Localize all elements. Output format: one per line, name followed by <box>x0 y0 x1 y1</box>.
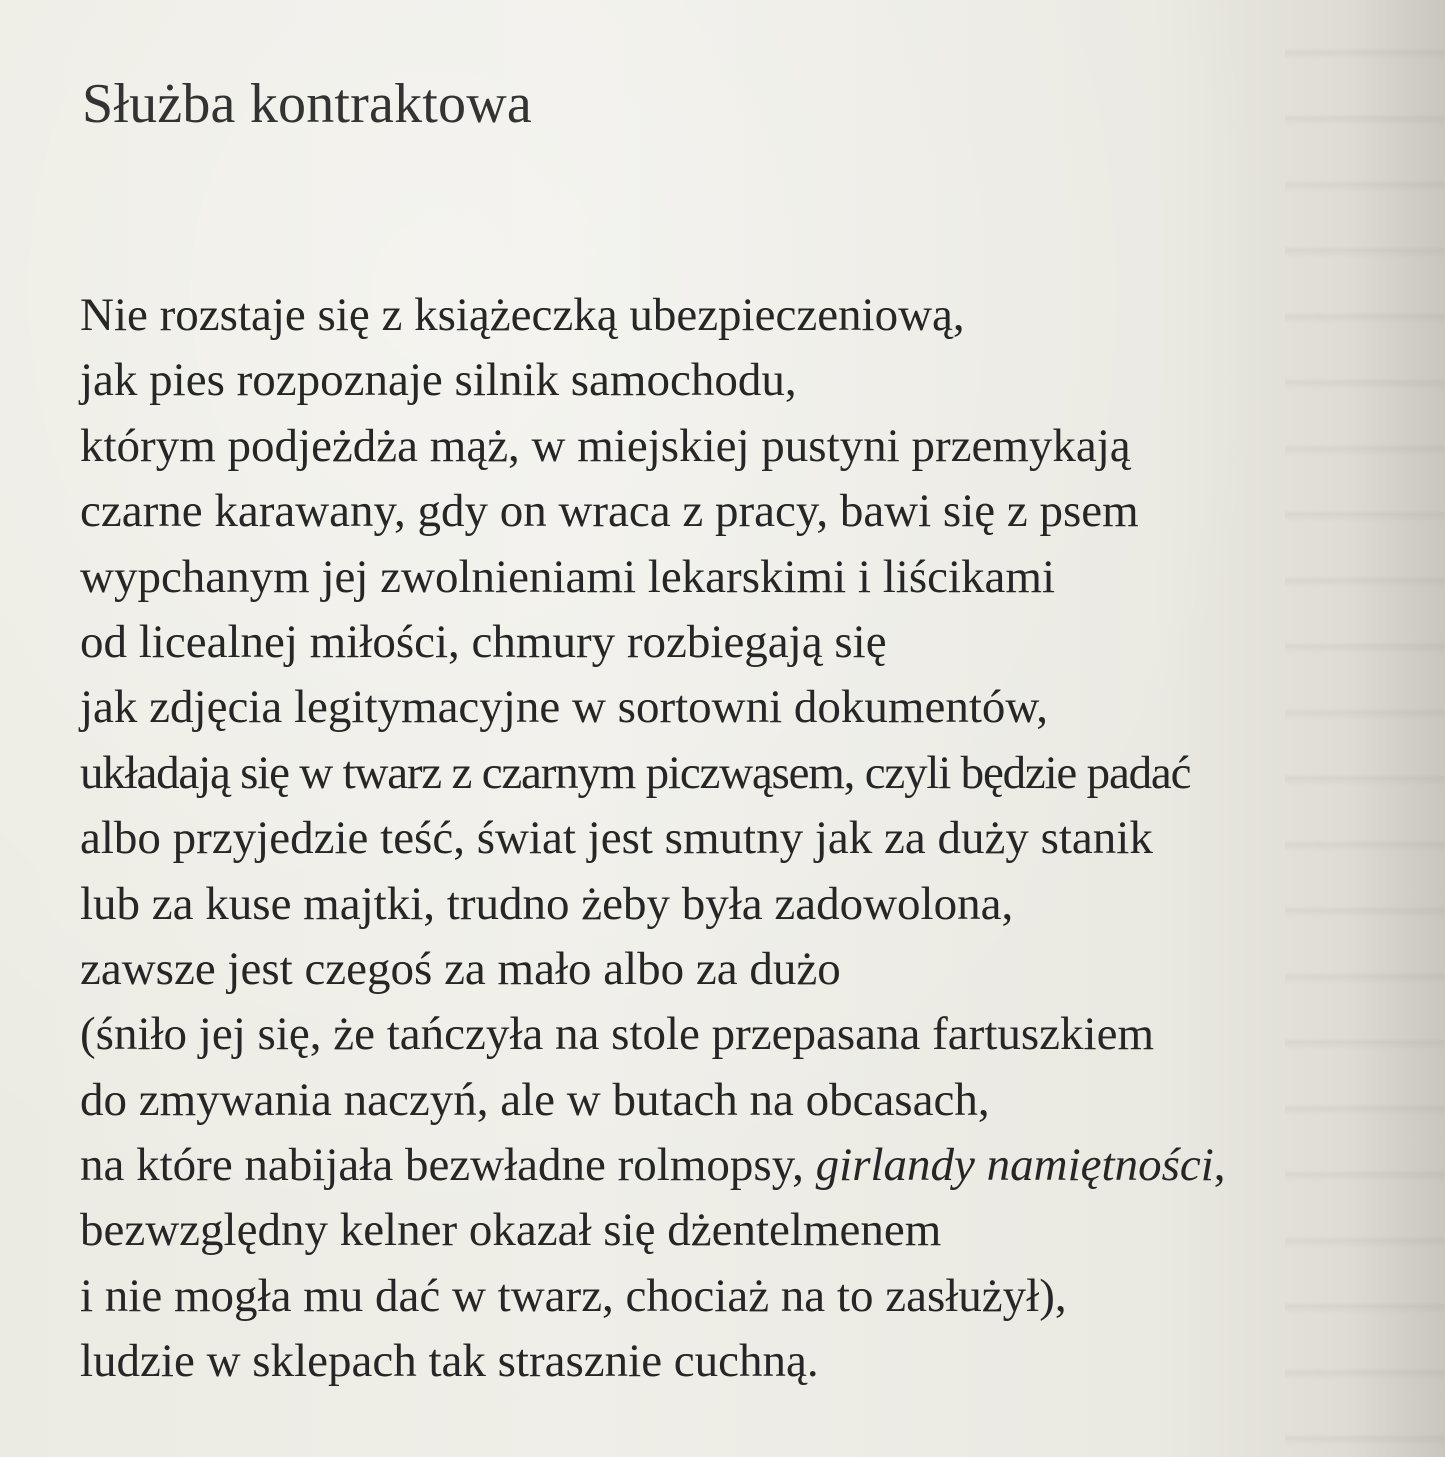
poem-title: Służba kontraktowa <box>82 73 532 135</box>
poem-line: zawsze jest czegoś za mało albo za dużo <box>80 942 841 995</box>
poem-line: jak zdjęcia legitymacyjne w sortowni dokumentów, <box>80 681 1049 734</box>
poem-line: układają się w twarz z czarnym piczwąsem, czyli będzie padać <box>80 746 1191 799</box>
poem-line: (śniło jej się, że tańczyła na stole przepasana fartuszkiem <box>80 1008 1155 1061</box>
italic-phrase: girlandy namiętności <box>815 1139 1214 1192</box>
poem-line: od licealnej miłości, chmury rozbiegają się <box>80 615 887 668</box>
poem-line: Nie rozstaje się z książeczką ubezpieczeniową, <box>80 289 965 341</box>
poem-body <box>80 283 1420 1395</box>
poem-line: i nie mogła mu dać w twarz, chociaż na to zasłużył), <box>80 1269 1067 1322</box>
poem-line: ludzie w sklepach tak strasznie cuchną. <box>80 1335 819 1388</box>
poem-line: albo przyjedzie teść, świat jest smutny jak za duży stanik <box>80 812 1153 865</box>
poem-line: lub za kuse majtki, trudno żeby była zadowolona, <box>80 877 1014 930</box>
poem-line-punctuation: , <box>1213 1139 1226 1192</box>
poem-line-text: na które nabijała bezwładne rolmopsy, <box>80 1139 816 1192</box>
poem-line: czarne karawany, gdy on wraca z pracy, bawi się z psem <box>80 485 1139 538</box>
poem-line: bezwzględny kelner okazał się dżentelmenem <box>80 1204 942 1257</box>
poem-line: do zmywania naczyń, ale w butach na obcasach, <box>80 1073 990 1126</box>
poem-line: jak pies rozpoznaje silnik samochodu, <box>80 354 797 407</box>
poem-line <box>80 1133 1420 1198</box>
poem-line: którym podjeżdża mąż, w miejskiej pustyni przemykają <box>80 419 1131 472</box>
poem-line: wypchanym jej zwolnieniami lekarskimi i liścikami <box>80 550 1056 603</box>
